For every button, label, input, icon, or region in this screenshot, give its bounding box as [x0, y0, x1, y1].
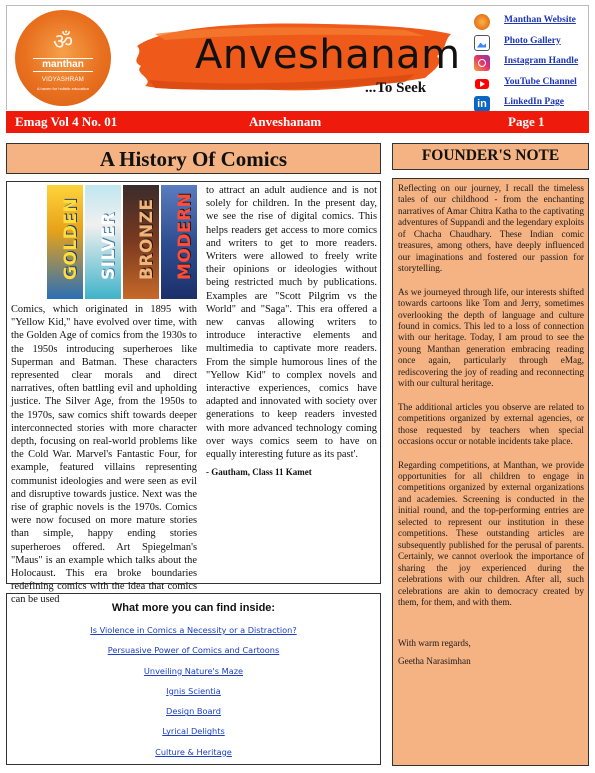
founder-paragraph: Reflecting on our journey, I recall the timeless tales of our childhood - from the enchanting narratives of Amar Chitra Katha to the captivating adventures of Suppandi and the legendary exploits of Chacha Chaudhary. These Indian comic treasures, among others, have deeply influenced our imaginations and fostered our passion for storytelling.	[398, 183, 584, 274]
link-instagram[interactable]	[474, 53, 592, 74]
article-column-1	[11, 184, 197, 607]
founder-note-title: FOUNDER'S NOTE	[421, 147, 560, 164]
founder-paragraph: The additional articles you observe are related to competitions organized by external agencies, or those requested by teachers when special occasions occur or notable incidents take place.	[398, 401, 584, 447]
logo-name: manthan	[33, 58, 93, 72]
inside-link-violence[interactable]: Is Violence in Comics a Necessity or a Distraction?	[90, 625, 297, 635]
instagram-icon	[474, 55, 490, 71]
inside-contents-box	[6, 593, 381, 765]
article-text-part-1: Comics, which originated in 1895 with "Yellow Kid," have evolved over time, with the Golden Age of comics from the 1930s to the 1950s introducing superheroes like Superman and Batman. These characters represented clear morals and direct narratives, often battling evil and upholding justice. The Silver Age, from the 1950s to the 1970s, saw comics shift towards deeper interconnected stories with more character depth, focusing on real-world problems like the Cold War. Marvel's Fantastic Four, for example, featured villains representing communist ideologies and were seen as evil and disruptive towards justice. Next was the rise of graphic novels is the 1970s. Comics were now focused on more mature stories than simple, happy ending stories superheroes offered. Art Spiegelman's "Maus" is an example which talks about the Holocaust. This era broke boundaries redefining comics with the idea that comics can be used	[11, 304, 197, 606]
masthead	[6, 5, 589, 110]
modern-age-panel: MODERN	[161, 185, 197, 299]
magazine-title: Anveshanam	[195, 32, 461, 78]
link-youtube[interactable]	[474, 74, 592, 95]
linkedin-icon: in	[474, 96, 490, 112]
silver-age-panel: SILVER	[85, 185, 121, 299]
link-linkedin-label[interactable]: LinkedIn Page	[504, 97, 564, 107]
om-symbol-icon: ॐ	[52, 30, 74, 55]
issue-bar	[6, 111, 589, 133]
issue-name: Anveshanam	[249, 114, 322, 129]
inside-link-culture[interactable]: Culture & Heritage	[155, 746, 232, 757]
link-website-label[interactable]: Manthan Website	[504, 15, 576, 25]
link-instagram-label[interactable]: Instagram Handle	[504, 56, 579, 66]
magazine-subtitle: ...To Seek	[365, 80, 427, 96]
inside-link-lyrical[interactable]: Lyrical Delights	[162, 726, 225, 737]
article-title-box	[6, 143, 381, 174]
founder-note-text	[398, 183, 584, 679]
globe-icon	[474, 14, 490, 30]
article-body	[6, 181, 381, 606]
article-text-part-2: to attract an adult audience and is not solely for children. In the present day, we see the rise of digital comics. This helps readers get access to more comics and writers to get to more readers. Writers were allowed to freely write their opinions or ideologies without being restricted much by publications. Examples are "Scott Pilgrim vs the World" and "Saga". This era offered a new canvas allowing writers to introduce interactive elements and multimedia to captivate more readers. From the simple humorous lines of the "Yellow Kid" to complex novels and interactive experiences, comics have adapted and innovated with society over generations to keep readers invested with more advanced technology coming over ways comics seem to have on equally interesting future as its past'.	[206, 185, 377, 461]
comic-ages-image	[47, 185, 197, 299]
inside-link-persuasive[interactable]: Persuasive Power of Comics and Cartoons	[107, 645, 280, 656]
inside-link-design[interactable]: Design Board	[166, 706, 221, 717]
founder-note-box	[392, 178, 589, 766]
logo-subtitle: VIDYASHRAM	[41, 77, 85, 83]
bronze-age-panel: BRONZE	[123, 185, 159, 299]
article-column-2	[206, 184, 377, 479]
social-links	[474, 12, 592, 115]
issue-number: Emag Vol 4 No. 01	[15, 114, 118, 129]
founder-paragraph: Regarding competitions, at Manthan, we provide opportunities for all children to engage in competitions organized by external organizations and academies. Screening is conducted in the initial round, and the top-performing entries are selected to represent our institution in these competitions. These outstanding articles are subsequently published for the perusal of parents. Certainly, we cannot overlook the importance of sharing the joy experienced during the celebrations with our children. After all, such celebrations are akin to democracy created by them, for them, and with them.	[398, 459, 584, 607]
link-photo-gallery[interactable]	[474, 33, 592, 54]
link-photo-gallery-label[interactable]: Photo Gallery	[504, 35, 561, 46]
inside-link-ignis[interactable]: Ignis Scientia	[166, 685, 221, 696]
founder-paragraph: As we journeyed through life, our interests shifted towards cartoons like Tom and Jerry, sometimes overlooking the depth of language and culture found in comics. This led to a loss of connection with our heritage. Today, I am proud to see the young Manthan generation embracing reading once again, particularly through eMag, rediscovering the joy of reading and reconnecting with our cultural heritage.	[398, 286, 584, 389]
link-youtube-label[interactable]: YouTube Channel	[504, 76, 577, 87]
founder-signature: Geetha Narasimhan	[398, 655, 471, 666]
photo-icon	[474, 35, 490, 51]
youtube-icon	[474, 76, 490, 92]
logo-tagline: A haven for holistic education	[36, 86, 90, 91]
inside-list	[7, 625, 380, 767]
school-logo	[15, 10, 111, 106]
article-author: - Gautham, Class 11 Kamet	[206, 467, 312, 478]
inside-link-nature[interactable]: Unveiling Nature's Maze	[143, 665, 244, 676]
founder-signoff: With warm regards,	[398, 638, 471, 649]
link-website[interactable]	[474, 12, 592, 33]
founder-note-title-box	[392, 143, 589, 170]
page-number: Page 1	[508, 114, 545, 129]
inside-heading: What more you can find inside:	[111, 602, 276, 614]
article-title: A History Of Comics	[99, 147, 288, 171]
golden-age-panel: GOLDEN	[47, 185, 83, 299]
